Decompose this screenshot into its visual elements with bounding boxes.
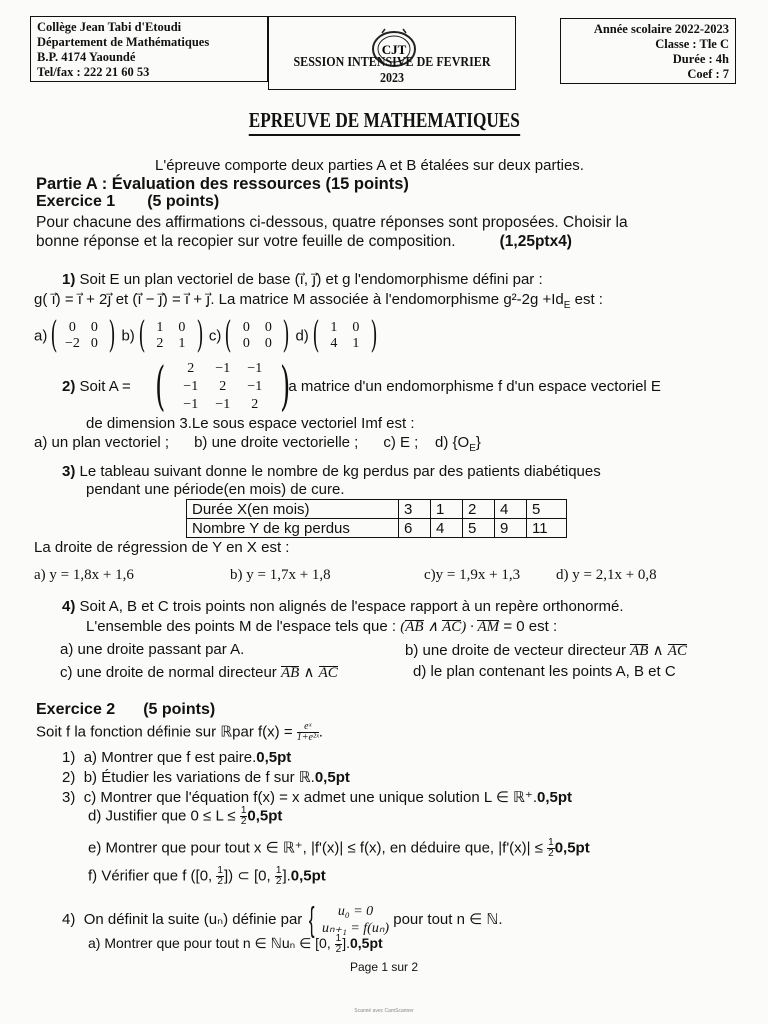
q1-option-label: b)	[121, 327, 135, 345]
matrix-entry: 0	[352, 320, 360, 335]
ex2-intro: Soit f la fonction définie sur ℝpar f(x) = $\frac{\text{eˣ}}{\text{1+e²ˣ}}$ .	[36, 721, 323, 743]
ex2-item-4: 4) On définit la suite (uₙ) définie par { u₀ = 0 uₙ₊₁ = f(uₙ) pour tout n ∈ ℕ.	[62, 901, 503, 939]
ex2-item-f: f) Vérifier que f ([0, $\frac{1}{2}$ ]) ⊂ [0, $\frac{1}{2}$ ].0,5pt	[88, 865, 326, 887]
matrix-entry: 2	[156, 336, 164, 351]
matrix-entry: 0	[264, 320, 272, 335]
coefficient: Coef : 7	[687, 67, 729, 81]
postal-box: B.P. 4174 Yaoundé	[37, 50, 136, 64]
intro-text: L'épreuve comporte deux parties A et B étalées sur deux parties.	[155, 157, 584, 174]
matrix-entry: 0	[90, 320, 98, 335]
part-a-heading: Partie A : Évaluation des ressources (15 points)	[36, 175, 409, 193]
matrix-entry: −1	[247, 379, 263, 394]
q3-option-c: c)y = 1,9x + 1,3	[424, 567, 521, 583]
duration: Durée : 4h	[672, 52, 729, 66]
q1-option-label: c)	[208, 327, 222, 345]
scanner-watermark: Scanné avec CamScanner	[354, 1008, 414, 1014]
q3-line2: pendant une période(en mois) de cure.	[86, 481, 345, 498]
ex2-item-4a: a) Montrer que pour tout n ∈ ℕuₙ ∈ [0, $\frac{1}{2}$ ].0,5pt	[88, 933, 383, 955]
q1-option-label: d)	[295, 327, 309, 345]
ex1-instructions-line2: bonne réponse et la recopier sur votre feuille de composition. (1,25ptx4)	[36, 233, 572, 250]
department: Département de Mathématiques	[37, 35, 210, 49]
matrix-entry: −1	[183, 379, 199, 394]
matrix-entry: 0	[178, 320, 186, 335]
table-row-header: Durée X(en mois)	[187, 500, 399, 519]
logo-text: CJT	[381, 42, 407, 57]
ex2-item-e: e) Montrer que pour tout x ∈ ℝ⁺, |f'(x)| ≤ f(x), en déduire que, |f'(x)| ≤ $\frac{1}{2}$ 0,5pt	[88, 837, 590, 859]
matrix-a: ( 2 −1 −1 −1 2 −1 −1 −1 2 )	[155, 357, 291, 417]
matrix-entry: 1	[352, 336, 360, 351]
phone: Tel/fax : 222 21 60 53	[37, 65, 150, 79]
page-footer: Page 1 sur 2	[349, 960, 419, 974]
q2-options: a) un plan vectoriel ; b) une droite vectorielle ; c) E ; d) $\{O_E\}$	[34, 434, 481, 454]
matrix-entry: −1	[215, 397, 231, 412]
q4-line2: L'ensemble des points M de l'espace tels que : (AB ∧ AC) · AM = 0 est :	[86, 618, 558, 635]
q2-label: 2) Soit A =	[62, 378, 131, 395]
q3-option-b: b) y = 1,7x + 1,8	[230, 567, 331, 583]
matrix-entry: 1	[330, 320, 338, 335]
table-cell: 3	[399, 500, 431, 519]
q1-line1: 1) Soit E un plan vectoriel de base (i⃗, j⃗) et g l'endomorphisme défini par :	[62, 271, 543, 288]
matrix-entry: 0	[90, 336, 98, 351]
q4-option-a: a) une droite passant par A.	[60, 641, 245, 658]
ex2-item-2: 2) b) Étudier les variations de f sur ℝ.0,5pt	[62, 769, 350, 786]
table-cell: 6	[399, 519, 431, 538]
matrix-entry: 1	[156, 320, 164, 335]
q3-question: La droite de régression de Y en X est :	[34, 539, 290, 556]
table-cell: 4	[431, 519, 463, 538]
table-cell: 9	[495, 519, 527, 538]
matrix-entry: 2	[219, 379, 227, 394]
ex1-instructions-line1: Pour chacune des affirmations ci-dessous, quatre réponses sont proposées. Choisir la	[36, 214, 628, 231]
exercise-2-heading: Exercice 2 (5 points)	[36, 701, 216, 718]
table-cell: 11	[527, 519, 567, 538]
table-cell: 2	[463, 500, 495, 519]
matrix-entry: 4	[330, 336, 338, 351]
q2-text: la matrice d'un endomorphisme f d'un espace vectoriel E	[285, 378, 661, 395]
table-cell: 5	[463, 519, 495, 538]
q1-line2: g( i⃗) = i⃗ + 2j⃗ et (i⃗ − j⃗) = i⃗ + j⃗. La matrice M associée à l'endomorphisme $g^2-2g +Id_E$ est :	[34, 291, 603, 311]
school-info-box	[30, 16, 268, 82]
class-label: Classe : Tle C	[655, 37, 729, 51]
matrix-entry: 0	[242, 336, 250, 351]
ex2-item-1: 1) a) Montrer que f est paire.0,5pt	[62, 749, 292, 766]
matrix-entry: 0	[68, 320, 76, 335]
matrix-entry: −2	[64, 336, 80, 351]
q1-option-matrix: ( 1 0 4 1 )	[312, 315, 378, 356]
q1-option-label: a)	[34, 327, 48, 345]
q3-line1: 3) Le tableau suivant donne le nombre de kg perdus par des patients diabétiques	[62, 463, 601, 480]
ex2-item-3: 3) c) Montrer que l'équation f(x) = x admet une unique solution L ∈ ℝ⁺.0,5pt	[62, 789, 573, 806]
q4-line1: 4) Soit A, B et C trois points non alignés de l'espace rapport à un repère orthonormé.	[62, 598, 624, 615]
school-name: Collège Jean Tabi d'Etoudi	[37, 20, 182, 34]
regression-table	[186, 499, 567, 538]
table-cell: 4	[495, 500, 527, 519]
table-cell: 5	[527, 500, 567, 519]
matrix-entry: 2	[251, 397, 259, 412]
matrix-entry: 0	[264, 336, 272, 351]
table-row	[187, 519, 567, 538]
exercise-1-heading: Exercice 1 (5 points)	[36, 193, 220, 210]
school-year: Année scolaire 2022-2023	[593, 22, 729, 36]
matrix-entry: 0	[242, 320, 250, 335]
session-title: SESSION INTENSIVE DE FEVRIER 2023	[293, 55, 491, 86]
exam-title: EPREUVE DE MATHEMATIQUES	[0, 108, 768, 136]
q1-options	[34, 315, 383, 356]
matrix-entry: −1	[247, 361, 263, 376]
matrix-entry: 2	[187, 361, 195, 376]
session-box	[268, 16, 516, 90]
q3-option-d: d) y = 2,1x + 0,8	[556, 567, 657, 583]
q1-option-matrix: ( 1 0 2 1 )	[138, 315, 204, 356]
matrix-entry: 1	[178, 336, 186, 351]
q4-option-c: c) une droite de normal directeur AB ∧ AC	[60, 664, 338, 681]
matrix-entry: −1	[215, 361, 231, 376]
year-info-box	[560, 18, 736, 84]
q4-option-d: d) le plan contenant les points A, B et C	[413, 663, 676, 680]
ex2-item-d: d) Justifier que 0 ≤ L ≤ $\frac{1}{2}$ 0,5pt	[88, 805, 283, 827]
q2-text-line2: de dimension 3.Le sous espace vectoriel Imf est :	[86, 415, 415, 432]
matrix-entry: −1	[183, 397, 199, 412]
table-row	[187, 500, 567, 519]
q3-option-a: a) y = 1,8x + 1,6	[34, 567, 134, 583]
q1-option-matrix: ( 0 0 0 0 )	[224, 315, 290, 356]
q4-option-b: b) une droite de vecteur directeur AB ∧ AC	[405, 642, 687, 659]
table-row-header: Nombre Y de kg perdus	[187, 519, 399, 538]
q1-option-matrix: ( 0 0 −2 0 )	[50, 315, 116, 356]
table-cell: 1	[431, 500, 463, 519]
